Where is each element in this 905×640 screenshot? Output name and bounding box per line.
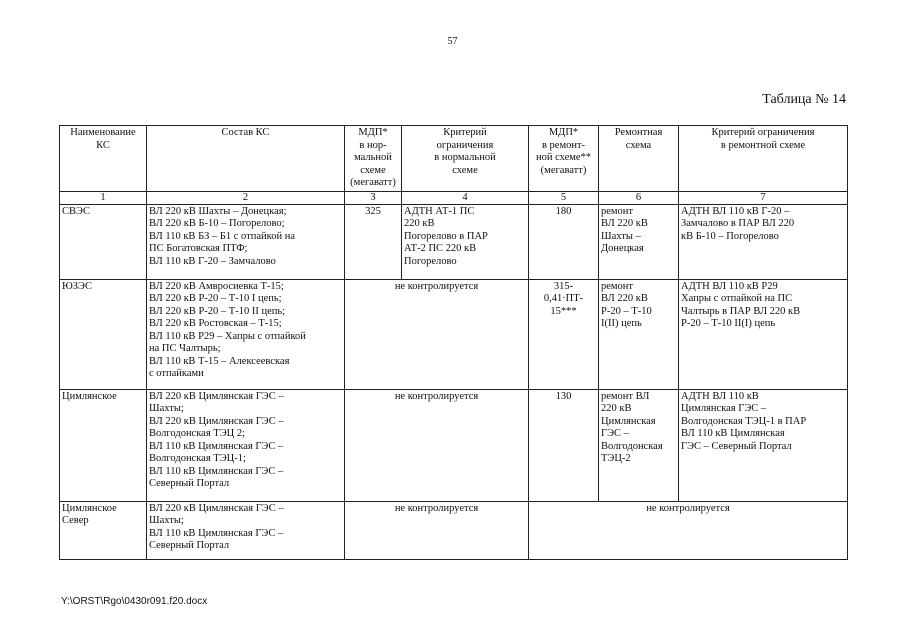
cell-line: в нор- xyxy=(359,139,387,151)
cell-line: ВЛ 220 кВ Цимлянская ГЭС – xyxy=(149,502,284,514)
cell-line: ограничения xyxy=(436,139,494,151)
cell-line: ВЛ 220 кВ Амвросиевка Т-15; xyxy=(149,280,284,292)
criterion-normal xyxy=(402,204,529,279)
cell-line: ВЛ 110 кВ Г-20 – Замчалово xyxy=(149,255,276,267)
cell-line: ВЛ 220 кВ Б-10 – Погорелово; xyxy=(149,218,285,229)
cell-line: Цимлянское xyxy=(62,390,117,402)
cell-line: АДТН ВЛ 110 кВ Г-20 – xyxy=(681,205,790,217)
ks-name xyxy=(60,389,147,501)
criterion-repair xyxy=(679,389,848,501)
cell-line: ВЛ 220 кВ xyxy=(601,218,648,229)
cell-line: ремонт xyxy=(601,205,634,217)
cell-line: ВЛ 220 кВ Цимлянская ГЭС – xyxy=(149,415,284,427)
cell-line: мальной xyxy=(354,152,392,163)
cell-line: ВЛ 220 кВ Р-20 – Т-10 II цепь; xyxy=(149,305,286,317)
cell-line: ПС Богатовская ПТФ; xyxy=(149,243,248,254)
header-composition xyxy=(147,126,345,192)
cell-line: Северный Портал xyxy=(149,540,230,551)
column-number: 6 xyxy=(599,191,679,204)
page-number: 57 xyxy=(447,36,458,47)
table-row-svez xyxy=(60,204,848,279)
cell-line: Состав КС xyxy=(221,127,270,138)
cell-line: в ремонтной схеме xyxy=(720,139,806,151)
cell-line: Север xyxy=(62,515,89,526)
column-number: 2 xyxy=(147,191,345,204)
ks-name xyxy=(60,501,147,559)
cell-line: Северный Портал xyxy=(149,478,230,489)
cell-line: схема xyxy=(625,139,652,151)
cell-line: ВЛ 220 кВ Ростовская – Т-15; xyxy=(149,318,282,329)
cell-line: 220 кВ xyxy=(601,403,632,414)
cell-line: ВЛ 110 кВ Цимлянская ГЭС – xyxy=(149,440,284,452)
cell-line: МДП* xyxy=(548,127,579,138)
cell-line: Р-20 – Т-10 xyxy=(601,305,652,317)
cell-line: ной схеме** xyxy=(535,152,592,163)
column-number: 3 xyxy=(345,191,402,204)
cell-line: Критерий xyxy=(443,127,487,138)
not-controlled-repair: не контролируется xyxy=(529,501,848,559)
header-mdp-repair xyxy=(529,126,599,192)
ks-composition xyxy=(147,501,345,559)
data-table xyxy=(59,125,848,560)
cell-line: 130 xyxy=(555,390,572,402)
ks-composition xyxy=(147,389,345,501)
mdp-repair xyxy=(529,204,599,279)
cell-line: Донецкая xyxy=(601,243,644,254)
cell-line: ГЭС – Северный Портал xyxy=(681,440,792,452)
footer-file-path: Y:\ORST\Rgo\0430r091.f20.docx xyxy=(61,596,208,607)
cell-line: ВЛ 110 кВ Р29 – Хапры с отпайкой xyxy=(149,330,306,342)
cell-line: Р-20 – Т-10 II(I) цепь xyxy=(681,318,776,329)
cell-line: (мегаватт) xyxy=(540,164,587,176)
cell-line: Шахты; xyxy=(149,515,184,526)
cell-line: кВ Б-10 – Погорелово xyxy=(681,230,779,242)
cell-line: Волгодонская ТЭЦ 2; xyxy=(149,428,245,439)
cell-line: Погорелово xyxy=(404,255,457,267)
cell-line: Волгодонская ТЭЦ-1 в ПАР xyxy=(681,415,807,427)
cell-line: Цимлянская ГЭС – xyxy=(681,403,767,414)
cell-line: ТЭЦ-2 xyxy=(601,453,631,464)
header-repair-scheme xyxy=(599,126,679,192)
not-controlled-normal: не контролируется xyxy=(345,389,529,501)
not-controlled-normal: не контролируется xyxy=(345,279,529,389)
cell-line: Замчалово в ПАР ВЛ 220 xyxy=(681,218,795,229)
cell-line: Шахты – xyxy=(601,230,641,242)
cell-line: 325 xyxy=(365,205,381,217)
cell-line: СВЭС xyxy=(62,205,90,217)
header-criterion-normal xyxy=(402,126,529,192)
cell-line: в нормальной xyxy=(434,152,496,163)
cell-line: Волгодонская xyxy=(601,440,663,452)
cell-line: Ремонтная xyxy=(614,127,663,138)
column-number: 5 xyxy=(529,191,599,204)
header-mdp-normal xyxy=(345,126,402,192)
cell-line: ВЛ 220 кВ xyxy=(601,293,648,304)
cell-line: ГЭС – xyxy=(601,428,629,439)
cell-line: ВЛ 110 кВ БЗ – Б1 с отпайкой на xyxy=(149,230,295,242)
cell-line: 0,41·ПТ- xyxy=(543,293,584,304)
cell-line: Волгодонская ТЭЦ-1; xyxy=(149,453,246,464)
ks-name xyxy=(60,204,147,279)
ks-composition xyxy=(147,279,345,389)
cell-line: МДП* xyxy=(358,127,388,138)
criterion-repair xyxy=(679,204,848,279)
cell-line: ВЛ 220 кВ Цимлянская ГЭС – xyxy=(149,390,284,402)
cell-line: ВЛ 110 кВ Т-15 – Алексеевская xyxy=(149,355,290,367)
table-row-tsimlyanskoe xyxy=(60,389,848,501)
cell-line: ВЛ 220 кВ Р-20 – Т-10 I цепь; xyxy=(149,293,282,304)
cell-line: АДТН ВЛ 110 кВ Р29 xyxy=(681,280,778,292)
cell-line: схеме xyxy=(360,164,386,176)
cell-line: на ПС Чалтырь; xyxy=(149,343,221,354)
header-name xyxy=(60,126,147,192)
cell-line: ВЛ 110 кВ Цимлянская xyxy=(681,428,785,439)
cell-line: Хапры с отпайкой на ПС xyxy=(681,293,793,304)
cell-line: АТ-2 ПС 220 кВ xyxy=(404,243,477,254)
cell-line: Критерий ограничения xyxy=(711,127,815,138)
cell-line: АДТН ВЛ 110 кВ xyxy=(681,390,759,402)
cell-line: I(II) цепь xyxy=(601,318,642,329)
cell-line: ремонт ВЛ xyxy=(601,390,650,402)
cell-line: ЮЗЭС xyxy=(62,280,92,292)
cell-line: (мегаватт) xyxy=(350,177,396,188)
cell-line: в ремонт- xyxy=(541,139,586,151)
header-criterion-repair xyxy=(679,126,848,192)
cell-line: Чалтырь в ПАР ВЛ 220 кВ xyxy=(681,305,801,317)
cell-line: 180 xyxy=(555,205,572,217)
ks-composition xyxy=(147,204,345,279)
cell-line: 15*** xyxy=(550,305,577,317)
cell-line: КС xyxy=(96,139,110,151)
ks-name xyxy=(60,279,147,389)
table-row-tsimlyanskoe-sever xyxy=(60,501,848,559)
criterion-repair xyxy=(679,279,848,389)
mdp-repair xyxy=(529,389,599,501)
header-row xyxy=(60,126,848,192)
cell-line: Цимлянская xyxy=(601,415,656,427)
mdp-normal xyxy=(345,204,402,279)
repair-scheme xyxy=(599,389,679,501)
cell-line: 315- xyxy=(553,280,574,292)
cell-line: ВЛ 110 кВ Цимлянская ГЭС – xyxy=(149,465,284,477)
cell-line: АДТН АТ-1 ПС xyxy=(404,205,475,217)
cell-line: ремонт xyxy=(601,280,634,292)
table-row-yuzes xyxy=(60,279,848,389)
cell-line: Погорелово в ПАР xyxy=(404,230,488,242)
not-controlled-normal: не контролируется xyxy=(345,501,529,559)
column-number-row xyxy=(60,191,848,204)
column-number: 1 xyxy=(60,191,147,204)
mdp-repair xyxy=(529,279,599,389)
cell-line: Наименование xyxy=(70,127,136,138)
cell-line: ВЛ 220 кВ Шахты – Донецкая; xyxy=(149,205,287,217)
repair-scheme xyxy=(599,279,679,389)
repair-scheme xyxy=(599,204,679,279)
cell-line: Шахты; xyxy=(149,403,184,414)
cell-line: ВЛ 110 кВ Цимлянская ГЭС – xyxy=(149,527,284,539)
cell-line: с отпайками xyxy=(149,368,204,379)
table-title: Таблица № 14 xyxy=(762,92,846,107)
column-number: 7 xyxy=(679,191,848,204)
cell-line: схеме xyxy=(452,164,478,176)
cell-line: 220 кВ xyxy=(404,218,435,229)
cell-line: Цимлянское xyxy=(62,502,117,514)
column-number: 4 xyxy=(402,191,529,204)
